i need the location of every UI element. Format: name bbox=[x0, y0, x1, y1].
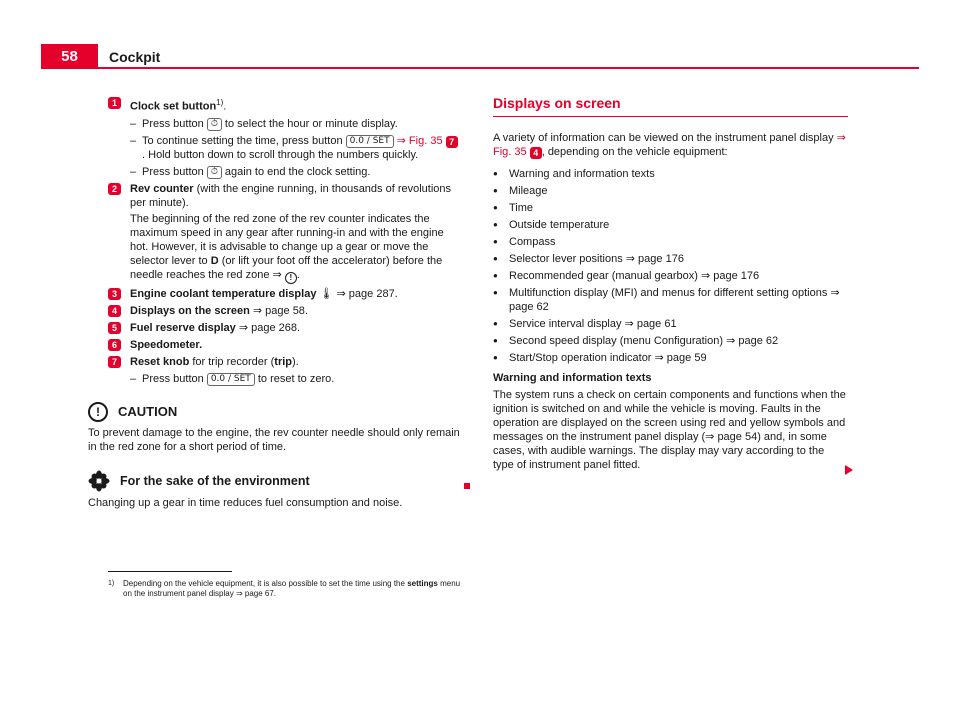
trip-label: trip bbox=[274, 355, 293, 368]
right-column bbox=[493, 96, 848, 472]
step-text: to select the hour or minute display. bbox=[224, 117, 398, 130]
environment-header bbox=[88, 470, 460, 492]
number-badge: 7 bbox=[108, 356, 121, 368]
page-ref[interactable]: ⇒ page 268. bbox=[238, 321, 301, 334]
chapter-title: Cockpit bbox=[109, 49, 161, 65]
legend-item-6 bbox=[108, 338, 460, 352]
environment-title: For the sake of the environment bbox=[120, 473, 310, 488]
coolant-icon: 🌡 bbox=[319, 287, 334, 300]
footnote-ref: 1) bbox=[216, 98, 224, 107]
number-badge: 2 bbox=[108, 183, 121, 195]
number-badge: 7 bbox=[446, 136, 458, 148]
legend-item-5 bbox=[108, 321, 460, 335]
environment-text: Changing up a gear in time reduces fuel consumption and noise. bbox=[88, 496, 403, 509]
number-badge: 1 bbox=[108, 97, 121, 109]
footnote-mark: 1) bbox=[108, 580, 115, 587]
set-button-icon: 0.0 / SET bbox=[346, 135, 394, 148]
subheading: Warning and information texts bbox=[493, 372, 652, 384]
paragraph-text: The beginning of the red zone of the rev counter indicates the maximum speed in any gear after running-in and with the engine hot. However, it is advisable to change up a gear or move the selector lever to bbox=[130, 212, 444, 267]
footnote-text-part: menu on the instrument panel display ⇒ page 67. bbox=[123, 579, 461, 598]
item-title: Speedometer. bbox=[130, 338, 203, 351]
item-text: (with the engine running, in thousands of revolutions per minute). bbox=[130, 182, 452, 209]
clock-button-icon: ⏱ bbox=[207, 166, 222, 179]
settings-label: settings bbox=[407, 579, 438, 588]
footnote-divider bbox=[108, 571, 232, 572]
item-title: Clock set button bbox=[130, 100, 217, 113]
step-text: Hold button down to scroll through the numbers quickly. bbox=[148, 148, 419, 161]
intro-text bbox=[493, 131, 848, 159]
item-title: Rev counter bbox=[130, 182, 194, 195]
step-text: Press button bbox=[142, 165, 204, 178]
step-text: again to end the clock setting. bbox=[224, 165, 371, 178]
figure-link[interactable]: ⇒ Fig. 35 bbox=[493, 132, 846, 158]
footnote-text-part: Depending on the vehicle equipment, it is also possible to set the time using the bbox=[123, 579, 405, 588]
caution-text: To prevent damage to the engine, the rev counter needle should only remain in the red zone for a short period of time. bbox=[88, 426, 460, 453]
body-text: The system runs a check on certain components and functions when the ignition is switched on and while the vehicle is moving. Faults in the operation are displayed on the screen using red and yellow symbols and messages on the instrument panel display (⇒ page 54) and, in some cases, with audible warnings. The display may vary according to the type of instrument panel fitted. bbox=[493, 389, 846, 471]
step-text: Press button bbox=[142, 117, 204, 130]
number-badge: 5 bbox=[108, 322, 121, 334]
item-text: for trip recorder ( bbox=[192, 355, 275, 368]
step-text: Press button bbox=[142, 372, 204, 385]
item-paragraph: The beginning of the red zone of the rev counter indicates the maximum speed in any gear after running-in and with the engine hot. However, it is advisable to change up a gear or move the selector lever to D (or lift your foot off the accelerator) before the needle reaches the red zone ⇒ ! . bbox=[130, 212, 444, 282]
step bbox=[130, 372, 460, 386]
page-ref[interactable]: ⇒ page 287. bbox=[336, 287, 398, 300]
list-item: ● Multifunction display (MFI) and menus for different setting options ⇒ page 62 bbox=[493, 286, 848, 314]
list-item: ● Start/Stop operation indicator ⇒ page 59 bbox=[493, 351, 848, 365]
item-title: Displays on the screen bbox=[130, 304, 250, 317]
number-badge: 3 bbox=[108, 288, 121, 300]
header-divider bbox=[41, 67, 919, 69]
section-divider bbox=[493, 116, 848, 117]
number-badge: 6 bbox=[108, 339, 121, 351]
step bbox=[130, 165, 460, 179]
set-button-icon: 0.0 / SET bbox=[207, 373, 255, 386]
step-text: To continue setting the time, press button bbox=[142, 134, 343, 147]
item-title: Engine coolant temperature display bbox=[130, 287, 317, 300]
caution-icon: ! bbox=[88, 402, 108, 422]
legend-item-4 bbox=[108, 304, 460, 318]
legend-item-3 bbox=[108, 287, 460, 301]
step-text: to reset to zero. bbox=[257, 372, 335, 385]
footnote bbox=[108, 579, 468, 599]
list-item: ● Service interval display ⇒ page 61 bbox=[493, 317, 848, 331]
list-item: ● Second speed display (menu Configuration) ⇒ page 62 bbox=[493, 334, 848, 348]
intro-text-part: , depending on the vehicle equipment: bbox=[541, 146, 728, 158]
list-item: ● Recommended gear (manual gearbox) ⇒ page 176 bbox=[493, 269, 848, 283]
step: – To continue setting the time, press button 0.0 / SET ⇒ Fig. 35 7. Hold button down to scroll through the numbers quickly. bbox=[130, 134, 460, 162]
intro-text-part: A variety of information can be viewed on the instrument panel display bbox=[493, 132, 834, 144]
flower-icon bbox=[88, 470, 110, 492]
legend-item-1: 1 Clock set button$^{1)}$. bbox=[108, 96, 460, 114]
list-item: ● Warning and information texts bbox=[493, 167, 848, 181]
page-number: 58 bbox=[41, 44, 98, 68]
legend-item-7 bbox=[108, 355, 460, 369]
list-item: ● Mileage bbox=[493, 184, 848, 198]
display-list bbox=[493, 167, 848, 365]
list-item: ● Outside temperature bbox=[493, 218, 848, 232]
number-badge: 4 bbox=[530, 147, 542, 159]
section-title: Displays on screen bbox=[493, 95, 621, 111]
figure-link[interactable]: ⇒ Fig. 35 bbox=[396, 134, 443, 147]
item-text: ). bbox=[292, 355, 299, 368]
step bbox=[130, 117, 460, 131]
section-end-marker bbox=[464, 483, 470, 489]
list-item: ● Time bbox=[493, 201, 848, 215]
legend-item-2 bbox=[108, 182, 460, 284]
footnote-text bbox=[108, 579, 468, 599]
caution-icon: ! bbox=[285, 272, 297, 284]
list-item: ● Compass bbox=[493, 235, 848, 249]
gear-letter: D bbox=[210, 254, 219, 267]
left-column bbox=[88, 96, 460, 510]
item-title: Fuel reserve display bbox=[130, 321, 236, 334]
caution-title: CAUTION bbox=[118, 403, 178, 419]
number-badge: 4 bbox=[108, 305, 121, 317]
page-ref[interactable]: ⇒ page 58. bbox=[252, 304, 308, 317]
clock-button-icon: ⏱ bbox=[207, 118, 222, 131]
continue-arrow-icon bbox=[845, 465, 853, 475]
item-title: Reset knob bbox=[130, 355, 190, 368]
paragraph-text: (or lift your foot off the accelerator) before the needle reaches the red zone ⇒ bbox=[130, 254, 443, 281]
caution-header bbox=[88, 402, 460, 422]
list-item: ● Selector lever positions ⇒ page 176 bbox=[493, 252, 848, 266]
